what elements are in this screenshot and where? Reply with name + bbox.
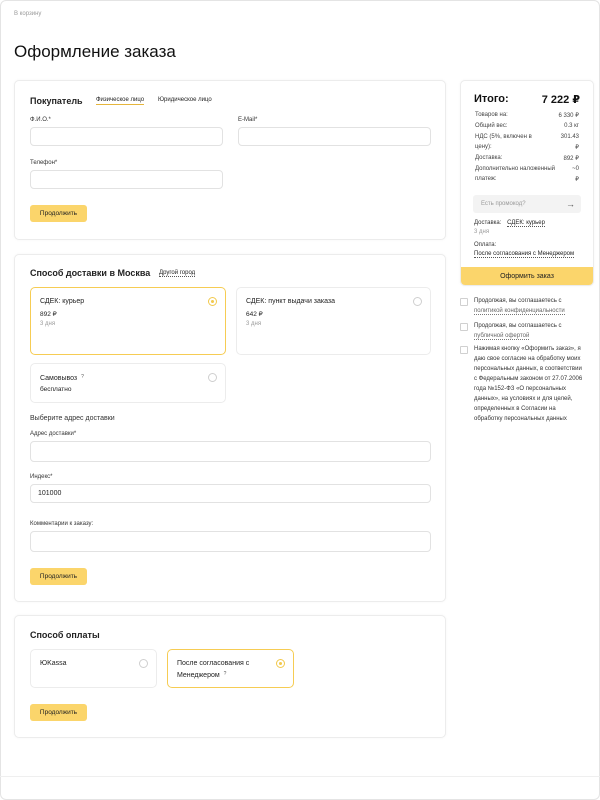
summary-delivery-link[interactable]: СДЕК: курьер (507, 220, 545, 226)
summary-row-weight: Общий вес: 0.3 кг (475, 123, 579, 129)
option-title: СДЕК: курьер (40, 298, 85, 305)
index-input[interactable]: 101000 (30, 484, 431, 503)
payment-option-yukassa[interactable] (30, 649, 157, 688)
footer-divider (0, 776, 600, 777)
fio-input[interactable] (30, 127, 223, 146)
option-price: бесплатно (40, 386, 72, 393)
summary-delivery: Доставка: СДЕК: курьер (474, 220, 545, 226)
address-input[interactable] (30, 441, 431, 462)
summary-row-goods: Товаров на: 6 330 ₽ (475, 112, 579, 119)
summary-payment-link[interactable]: После согласования с Менеджером (474, 251, 575, 257)
delivery-option-self-pickup[interactable] (30, 363, 226, 403)
help-icon[interactable]: ? (223, 671, 227, 677)
payment-continue-button[interactable]: Продолжить (30, 704, 87, 721)
payment-option-manager[interactable] (167, 649, 294, 688)
fio-label: Ф.И.О.* (30, 117, 51, 123)
summary-payment-label: Оплата: (474, 242, 497, 248)
option-days: 3 дня (40, 321, 56, 327)
order-summary (460, 80, 594, 286)
tab-individual[interactable]: Физическое лицо (96, 97, 145, 103)
option-radio[interactable] (139, 659, 148, 668)
other-city-link[interactable]: Другой город (159, 270, 196, 276)
comment-label: Комментарии к заказу: (30, 521, 94, 527)
comment-input[interactable] (30, 531, 431, 552)
page-title: Оформление заказа (14, 42, 176, 61)
tab-legal-entity[interactable]: Юридическое лицо (158, 97, 212, 103)
offer-checkbox[interactable] (460, 323, 468, 331)
email-label: E-Mail* (238, 117, 258, 123)
address-heading: Выберите адрес доставки (30, 415, 115, 422)
option-title: Самовывоз ? (40, 374, 84, 382)
buyer-title: Покупатель (30, 96, 83, 106)
buyer-card (14, 80, 446, 240)
option-price: 642 ₽ (246, 311, 263, 318)
privacy-checkbox[interactable] (460, 298, 468, 306)
option-title: СДЕК: пункт выдачи заказа (246, 298, 336, 305)
summary-row-cod: Дополнительно наложенный ~0 платеж: ₽ (475, 166, 579, 183)
consent-text: Нажимая кнопку «Оформить заказ», я даю свое согласие на обработку моих персональных данных, в соответствии с Федеральным законом от 27.07.2006 года №152-ФЗ «О персональных данных», на условиях и для целей, определенных в Согласии на обработку персональных данных (474, 346, 583, 422)
total-label: Итого: (474, 93, 509, 105)
delivery-option-cdek-pickup[interactable] (236, 287, 431, 355)
buyer-continue-button[interactable]: Продолжить (30, 205, 87, 222)
help-icon[interactable]: ? (81, 374, 84, 380)
delivery-title: Способ доставки в Москва (30, 268, 151, 278)
option-title-line2: Менеджером ? (177, 671, 227, 679)
phone-label: Телефон* (30, 160, 58, 166)
offer-text: Продолжая, вы соглашаетесь с публичной офертой (474, 323, 562, 339)
phone-input[interactable] (30, 170, 223, 189)
payment-card (14, 615, 446, 738)
privacy-policy-link[interactable]: политикой конфиденциальности (474, 308, 565, 314)
privacy-text: Продолжая, вы соглашаетесь с политикой конфиденциальности (474, 298, 565, 314)
delivery-continue-button[interactable]: Продолжить (30, 568, 87, 585)
option-radio[interactable] (276, 659, 285, 668)
public-offer-link[interactable]: публичной офертой (474, 333, 530, 339)
submit-order-button[interactable]: Оформить заказ (461, 267, 593, 286)
summary-row-vat: НДС (5%, включен в 301.43 цену): ₽ (475, 134, 579, 151)
promo-code-input[interactable]: Есть промокод? → (473, 195, 581, 213)
summary-row-delivery: Доставка: 892 ₽ (475, 155, 579, 162)
option-radio[interactable] (208, 297, 217, 306)
total-value: 7 222 ₽ (541, 94, 580, 106)
option-title: После согласования с (177, 660, 250, 667)
option-radio[interactable] (413, 297, 422, 306)
option-title: ЮKassa (40, 660, 67, 667)
option-days: 3 дня (246, 321, 262, 327)
summary-delivery-days: 3 дня (474, 229, 490, 235)
consent-checkbox[interactable] (460, 346, 468, 354)
payment-title: Способ оплаты (30, 630, 100, 640)
arrow-right-icon[interactable]: → (566, 199, 575, 209)
email-input[interactable] (238, 127, 431, 146)
back-to-cart-link[interactable]: В корзину (14, 11, 42, 17)
index-label: Индекс* (30, 474, 53, 480)
address-label: Адрес доставки* (30, 431, 77, 437)
option-radio[interactable] (208, 373, 217, 382)
delivery-card (14, 254, 446, 602)
delivery-option-cdek-courier[interactable] (30, 287, 226, 355)
option-price: 892 ₽ (40, 311, 57, 318)
